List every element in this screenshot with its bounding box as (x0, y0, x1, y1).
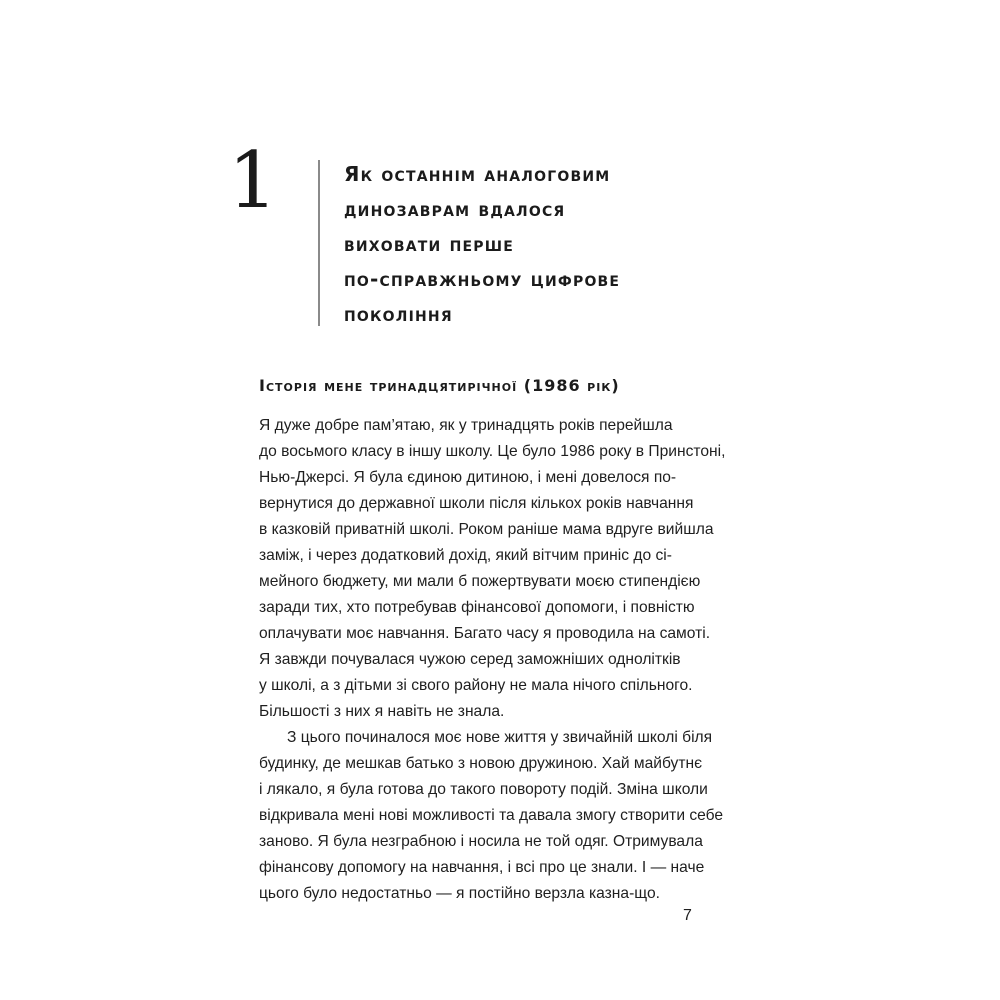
body-line: будинку, де мешкав батько з новою дружиною. Хай майбутнє (259, 755, 703, 772)
section-heading: Історія мене тринадцятирічної (1986 рік) (259, 376, 620, 395)
body-line-paragraph-start: З цього починалося моє нове життя у звичайній школі біля (287, 729, 713, 746)
chapter-divider-rule (318, 160, 320, 326)
body-line: Я завжди почувалася чужою серед заможніших однолітків (259, 651, 681, 668)
body-line: Більшості з них я навіть не знала. (259, 703, 505, 720)
chapter-title-line: динозаврам вдалося (344, 197, 566, 221)
chapter-number: 1 (228, 136, 278, 226)
body-line: в казковій приватній школі. Роком раніше мама вдруге вийшла (259, 521, 714, 538)
chapter-title-line: покоління (344, 302, 453, 326)
chapter-title (344, 157, 744, 332)
chapter-title-line: виховати перше (344, 232, 515, 256)
body-line: оплачувати моє навчання. Багато часу я проводила на самоті. (259, 625, 711, 642)
body-line: мейного бюджету, ми мали б пожертвувати моєю стипендією (259, 573, 701, 590)
body-line: у школі, а з дітьми зі свого району не мала нічого спільного. (259, 677, 693, 694)
body-line: заново. Я була незграбною і носила не той одяг. Отримувала (259, 833, 703, 850)
body-line: до восьмого класу в іншу школу. Це було 1986 року в Принстоні, (259, 443, 726, 460)
body-line: цього було недостатньо — я постійно верзла казна-що. (259, 885, 660, 902)
body-line: відкривала мені нові можливості та давала змогу створити себе (259, 807, 724, 824)
chapter-title-line: Як останнім аналоговим (344, 162, 611, 186)
body-line: і лякало, я була готова до такого повороту подій. Зміна школи (259, 781, 708, 798)
body-line: фінансову допомогу на навчання, і всі про це знали. І — наче (259, 859, 705, 876)
body-line: Нью-Джерсі. Я була єдиною дитиною, і мені довелося по- (259, 469, 677, 486)
body-line: вернутися до державної школи після кількох років навчання (259, 495, 694, 512)
body-line: заради тих, хто потребував фінансової допомоги, і повністю (259, 599, 695, 616)
page-number: 7 (683, 907, 692, 924)
body-line: заміж, і через додатковий дохід, який вітчим приніс до сі- (259, 547, 672, 564)
body-text (259, 413, 726, 907)
chapter-title-line: по-справжньому цифрове (344, 267, 621, 291)
body-line: Я дуже добре пам’ятаю, як у тринадцять років перейшла (259, 417, 673, 434)
